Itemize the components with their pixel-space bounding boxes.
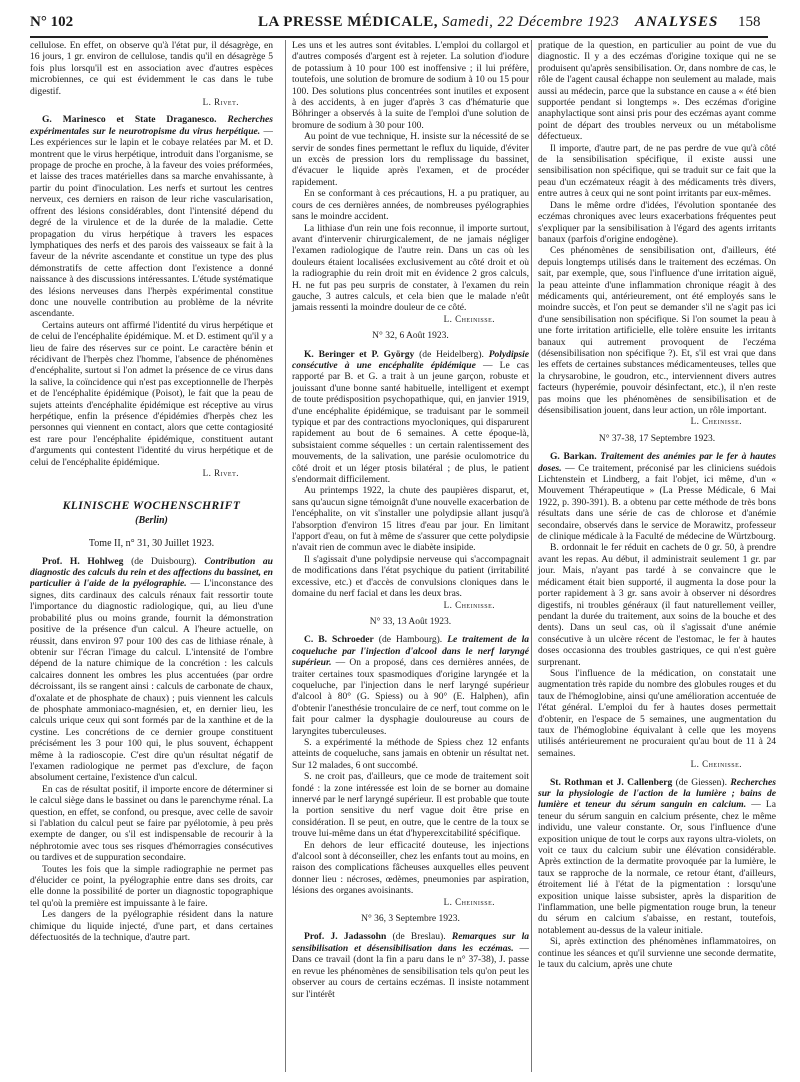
paragraph: pratique de la question, en particulier au point de vue du diagnostic. Il y a des eczémas d'origine toxique qui ne se produisent qu'après sensibilisation. Or, dans nombre de cas, le rôle de l'agent causal échappe non seulement au malade, mais aussi au médecin, parce que la substance en cause a « été bien supportée pendant si longtemps ». Des eczémas d'origine anaphylactique sont ainsi pris pour des eczémas ayant comme point de départ des troubles nerveux ou un métabolisme défectueux. [538, 40, 776, 143]
entry-text: — L'inconstance des signes, dits cardinaux des calculs rénaux fait ressortir toute l'importance du diagnostic radiologique, qui, au lieu d'une probabilité plus ou moins grande, fournit la démonstration positive de la présence d'un calcul. A l'heure actuelle, on réussit, dans environ 97 pour 100 des cas de lithiase rénale, à obtenir sur l'écran l'image du calcul. L'intensité de l'ombre dépend de la nature chimique de la concrétion : les calculs calcaires donnent les ombres les plus accentuées (par ordre décroissant, ils se rangent ainsi : calculs de carbonate de chaux, d'oxalate et de phosphate de chaux) ; puis viennent les calculs de phosphate ammoniaco-magnésien, et, en dernier lieu, les calculs urique ceux qui sont formés par de la xanthine et de la cystine. Les concrétions de ce dernier groupe constituent précisément les 3 pour 100 qui, le plus souvent, échappent même à la radioscopie. C'est dire qu'un résultat négatif de l'examen radiologique ne permet pas d'exclure, de façon absolument certaine, l'existence d'un calcul. [30, 578, 273, 784]
issue-heading: N° 33, 13 Août 1923. [369, 616, 452, 627]
paragraph: B. ordonnait le fer réduit en cachets de 0 gr. 50, à prendre avant les repas. Au début, il administrait seulement 1 gr. par jour. Mais, n'ayant pas tardé à se convaincre que le médicament était bien supporté, il augmenta la dose pour la porter rapidement à 3 gr. sans avoir à observer ni désordres digestifs, ni troubles généraux (il faut naturellement veiller, pendant la durée du traitement, aux soins de la bouche et des dents). Dans un seul cas, où il s'agissait d'une anémie consécutive à un ulcère récent de l'estomac, le fer à hautes doses occasionna des troubles gastriques, ce qui n'est guère surprenant. [538, 542, 776, 668]
entry-place: (de Heidelberg). [414, 348, 489, 360]
paragraph: Dans le même ordre d'idées, l'évolution spontanée des eczémas chroniques avec leurs exacerbations fréquentes peut s'expliquer par la sensibilisation à l'égard des agents irritants banaux (parfois d'origine endogène). [538, 199, 776, 245]
abstract-entry [30, 556, 273, 784]
entry-authors: G. Marinesco et State Draganesco. [42, 114, 217, 126]
paragraph: Ces phénomènes de sensibilisation ont, d'ailleurs, été depuis longtemps utilisés dans le traitement des eczémas. On sait, par exemple, que, sous l'influence d'une irritation aiguë, la peau atteinte d'une inflammation chronique réagit à des médicaments qui, antérieurement, ont été employés sans le moindre succès, et l'on peut se demander s'il ne s'agit pas ici d'une sensibilisation non spécifique. Si l'on soumet la peau à une forte irritation artificielle, elle tolère ensuite les irritants banaux qui autrement provoquent de l'eczéma (désensibilisation non spécifique ?). Et, s'il est vrai que dans les effets de certaines substances médicamenteuses, telles que la chrysarobine, le goudron, etc., interviennent divers autres facteurs (hyperémie, pouvoir désinfectant, etc.), il n'en reste pas moins que les phénomènes de sensibilisation et de désensibilisation jouent, dans leur action, un rôle important. [538, 245, 776, 416]
abstract-entry [292, 349, 529, 486]
paragraph: Si, après extinction des phénomènes inflammatoires, on continue les séances et qu'il survienne une seconde dermatite, le taux du calcium, après une chute [538, 936, 776, 971]
entry-text: — Ce traitement, préconisé par les cliniciens suédois Lichtenstein et Lindberg, a fait l'objet, ici même, d'un « Mouvement Thérapeutique » (La Presse Médicale, 6 Mai 1922, p. 390-391). B. a obtenu par cette méthode de très bons résultats dans une série de cas de chlorose et d'anémie secondaire, observés dans le service de Morawitz, professeur de clinique médicale à la Faculté de médecine de Würtzbourg. [538, 462, 776, 543]
paragraph: Certains auteurs ont affirmé l'identité du virus herpétique et de celui de l'encéphalite épidémique. M. et D. estiment qu'il y a lieu de faire des réserves sur ce point. Le caractère bénin et récidivant de l'herpès chez l'homme, l'absence de phénomènes d'encéphalite, surtout si l'on admet la présence de ce virus dans la salive, la coïncidence qui n'est pas exceptionnelle de l'herpès et de l'encéphalite épidémique (Poisot), le fait que la peau de sujets atteints d'encéphalite épidémique est réceptive au virus herpétique, enfin la présence d'épidémies d'herpès chez les personnes qui viennent en contact, alors que cette contagiosité est rare pour l'encéphalite épidémique, constituent autant d'arguments qui contestent l'identité du virus herpétique et de celui de l'encéphalite épidémique. [30, 319, 273, 468]
entry-title: Recherches expérimentales sur le neurotropisme du virus herpétique. [30, 114, 273, 137]
abstract-entry [292, 931, 529, 999]
entry-place: (de Breslau). [386, 931, 452, 943]
signature: L. Cheinisse. [443, 896, 495, 907]
issue-heading: Tome II, n° 31, 30 Juillet 1923. [88, 538, 215, 550]
signature: L. Cheinisse. [690, 416, 742, 427]
column-left [30, 40, 273, 1072]
page-header [30, 10, 768, 38]
signature: L. Rivet. [202, 468, 239, 479]
publication-line [258, 14, 619, 31]
entry-text: — La teneur du sérum sanguin en calcium présente, chez le même individu, une valeur constante. Or, sous l'influence d'une exposition unique de tout le corps aux rayons ultra-violets, on voit ce taux du calcium subir une élévation considérable. Après extinction de la dermatite provoquée par la lumière, le taux se rapproche de la normale, ce retour étant, d'ailleurs, étroitement lié à l'état de la pigmentation : lorsqu'une exposition unique laisse subsister, après la disparition de l'inflammation, une belle pigmentation rouge brun, la teneur du sérum en calcium s'abaisse, en restant, toutefois, notablement au-dessus de la valeur initiale. [538, 799, 776, 936]
column-middle [285, 40, 529, 1072]
paragraph: Sous l'influence de la médication, on constatait une augmentation très rapide du nombre des globules rouges et du taux de l'hémoglobine, ainsi qu'une amélioration accentuée de l'état général. L'emploi du fer à hautes doses permettait d'obtenir, en l'espace de 5 semaines, une augmentation du taux de l'hémoglobine équivalant à celle que les moyens utilisés antérieurement ne procuraient qu'au bout de 11 à 24 semaines. [538, 667, 776, 759]
entry-title: Contribution au diagnostic des calculs du rein et des affections du bassinet, en particulier à l'aide de la pyélographie. [30, 555, 273, 590]
column-right [531, 40, 776, 1072]
paragraph: Il s'agissait d'une polydipsie nerveuse qui s'accompagnait de modifications dans l'état psychique du patient (irritabilité excessive, etc.) et d'accès de convulsions cloniques dans le domaine du nerf facial et dans les deux bras. [292, 553, 529, 600]
issue-heading: N° 37-38, 17 Septembre 1923. [598, 433, 716, 444]
section-title: ANALYSES [635, 14, 719, 30]
paragraph: En se conformant à ces précautions, H. a pu pratiquer, au cours de ces dernières années, de nombreuses pyélographies sans le moindre accident. [292, 188, 529, 223]
paragraph: Au printemps 1922, la chute des paupières disparut, et, sans qu'aucun signe témoignât d'une nouvelle exacerbation de l'encéphalite, on vit s'installer une polydipsie allant jusqu'à l'absorption d'environ 15 litres d'eau par jour. En limitant l'apport d'eau, on fut à même de s'assurer que cette polydipsie n'avait rien de commun avec le diabète insipide. [292, 485, 529, 554]
entry-title: Polydipsie consécutive à une encéphalite épidémique [292, 348, 529, 371]
entry-text: — Les expériences sur le lapin et le cobaye relatées par M. et D. montrent que le virus herpétique, introduit dans l'organisme, se propage de proche en proche, à la faveur des voies préformées, et laisse des traces matérielles dans sa marche envahissante, à partir du point d'inoculation. Les nerfs et surtout les centres nerveux, ces derniers en raison de leur riche vascularisation, offrent des lésions considérables, dont l'intensité dépend du degré de la virulence et de la durée de la maladie. Cette propagation du virus herpétique à travers les espaces lymphatiques des nerfs et des parois des vaisseaux se fait à la faveur de la névrite ascendante et constitue un type des plus démonstratifs de cette affection dont l'existence a donné naissance à des discussions intéressantes. L'étude systématique des lésions nerveuses dans l'herpès expérimental constitue donc une nouvelle contribution au problème de la névrite ascendante. [30, 125, 273, 320]
abstract-entry [538, 451, 776, 542]
entry-title: Recherches sur la physiologie de l'action de la lumière ; bains de lumière et teneur du sérum sanguin en calcium. [538, 776, 776, 811]
journal-title: KLINISCHE WOCHENSCHRIFT [62, 500, 241, 513]
entry-authors: G. Barkan. [550, 451, 597, 463]
entry-place: (de Duisbourg). [123, 555, 205, 567]
paragraph: cellulose. En effet, on observe qu'à l'état pur, il désagrège, en 16 jours, 1 gr. environ de cellulose, tandis qu'il en désagrège 5 fois plus lorsqu'il est en association avec d'autres espèces microbiennes, ce qui est évidemment le cas dans le tube digestif. [30, 40, 273, 97]
journal-city: (Berlin) [135, 514, 168, 526]
signature: L. Cheinisse. [690, 759, 742, 770]
paragraph: Au point de vue technique, H. insiste sur la nécessité de se servir de sondes fines permettant le reflux du liquide, d'éviter un excès de pression lors du remplissage du bassinet, d'évacuer le liquide après l'examen, et de procéder rapidement. [292, 131, 529, 188]
paragraph: S. a expérimenté la méthode de Spiess chez 12 enfants atteints de coqueluche, sans jamais en obtenir un résultat net. Sur 12 malades, 6 ont succombé. [292, 736, 529, 771]
signature: L. Rivet. [202, 97, 239, 108]
issue-number: N° 102 [30, 14, 74, 30]
publication-title: LA PRESSE MÉDICALE, [258, 14, 438, 30]
signature: L. Cheinisse. [443, 313, 495, 324]
publication-date: Samedi, 22 Décembre 1923 [441, 14, 620, 30]
abstract-entry [30, 114, 273, 319]
paragraph: Toutes les fois que la simple radiographie ne permet pas d'élucider ce point, la pyélographie entre dans ses droits, car elle donne la possibilité de porter un diagnostic topographique tel qu'où la première est impuissante à le faire. [30, 863, 273, 909]
paragraph: Il importe, d'autre part, de ne pas perdre de vue qu'à côté de la sensibilisation spécifique, il existe aussi une sensibilisation non spécifique, qui se traduit sur ce fait que la peau d'un eczémateux réagit à des médicaments très divers, entre autres à ceux qui ne sont point irritants par eux-mêmes. [538, 142, 776, 200]
abstract-entry [538, 777, 776, 937]
entry-authors: Prof. H. Hohlweg [42, 555, 124, 567]
paragraph: Les uns et les autres sont évitables. L'emploi du collargol et d'autres composés d'argent est à rejeter. La solution d'iodure de potassium à 10 pour 100 est inoffensive ; il lui préfère, toutefois, une solution de bromure de sodium à 10 ou 15 pour 100. Des solutions plus concentrées sont inutiles et exposent à des accidents, à en juger d'après 3 cas d'hématurie que Böhringer a observés à la suite de l'emploi d'une solution de bromure de sodium à 30 pour 100. [292, 40, 529, 131]
paragraph: S. ne croit pas, d'ailleurs, que ce mode de traitement soit fondé : la zone intéressée est loin de se borner au domaine innervé par le nerf laryngé supérieur. Il est probable que toute la portion sensitive du nerf vague doit être prise en considération. Il se peut, en outre, que le centre de la toux se trouve lui-même dans un état d'hyperexcitabilité spécifique. [292, 771, 529, 840]
entry-title: Traitement des anémies par le fer à hautes doses. [538, 451, 776, 474]
abstract-entry [292, 634, 529, 737]
entry-title: Remarques sur la sensibilisation et désensibilisation dans les eczémas. [292, 931, 529, 954]
entry-place: (de Giessen). [672, 776, 731, 788]
entry-title: Le traitement de la coqueluche par l'injection d'alcool dans le nerf laryngé supérieur. [292, 634, 529, 669]
page-number: 158 [738, 14, 761, 30]
entry-authors: Prof. J. Jadassohn [304, 931, 387, 943]
issue-heading: N° 32, 6 Août 1923. [372, 331, 449, 342]
entry-text: — Le cas rapporté par B. et G. a trait à un jeune garçon, robuste et jouissant d'une bonne santé habituelle, intelligent et exempt de toute prédisposition psychopathique, qui, en janvier 1919, d'une encéphalite épidémique, se traduisant par le sommeil typique et par des contractions myocloniques, qui disparurent rapidement au bout de 6 semaines. A cette époque-là, subsistaient comme séquelles : un certain ralentissement des mouvements, de la salivation, une parésie oculomotrice du côté droit et un léger ptosis bilatéral ; de plus, le patient s'endormait difficilement. [292, 359, 529, 486]
entry-text: — On a proposé, dans ces dernières années, de traiter certaines toux spasmodiques d'origine laryngée et la coqueluche, par l'injection dans le nerf laryngé supérieur d'alcool à 80° (G. Spiess) ou à 90° (E. Halphen), afin d'obtenir l'anesthésie tronculaire de ce nerf, tout comme on le fait pour calmer la dysphagie douloureuse au cours de laryngites tuberculeuses. [292, 657, 529, 737]
paragraph: En dehors de leur efficacité douteuse, les injections d'alcool sont à déconseiller, chez les enfants tout au moins, en raison des complications fâcheuses auxquelles elles peuvent donner lieu : nécroses, œdèmes, pneumonies par aspiration, lésions des organes avoisinants. [292, 839, 529, 897]
paragraph: La lithiase d'un rein une fois reconnue, il importe surtout, avant d'intervenir chirurgicalement, de ne jamais négliger l'examen radiologique de l'autre rein. Dans un cas où les douleurs étaient localisées exclusivement au côté droit et où la radiographie du rein droit mit en évidence 2 gros calculs, H. ne fut pas peu surpris de constater, à l'examen du rein gauche, 3 autres calculs, et cela bien que le malade n'eût jamais ressenti la moindre douleur de ce côté. [292, 222, 529, 314]
paragraph: Les dangers de la pyélographie résident dans la nature chimique du liquide injecté, d'une part, et dans certaines défectuosités de la technique, d'autre part. [30, 909, 273, 944]
signature: L. Cheinisse. [443, 599, 495, 610]
entry-authors: St. Rothman et J. Callenberg [550, 776, 673, 788]
entry-authors: K. Beringer et P. György [304, 348, 415, 360]
entry-authors: C. B. Schroeder [304, 634, 374, 646]
entry-text: — Dans ce travail (dont la fin a paru dans le n° 37-38), J. passe en revue les phénomènes de sensibilisation tels qu'on peut les observer au cours de certains eczémas. Il insiste notamment sur l'intérêt [292, 942, 529, 1000]
paragraph: En cas de résultat positif, il importe encore de déterminer si le calcul siège dans le bassinet ou dans le parenchyme rénal. La question, en effet, se confond, ou presque, avec celle de savoir si l'ablation du calcul peut se faire par pyélotomie, à peu près exempte de danger, ou s'il est indispensable de recourir à la néphrotomie avec tous ses risques d'hémorragies consécutives ou tardives et de suppuration secondaire. [30, 783, 273, 864]
issue-heading: N° 36, 3 Septembre 1923. [361, 914, 460, 925]
entry-place: (de Hambourg). [373, 634, 448, 646]
